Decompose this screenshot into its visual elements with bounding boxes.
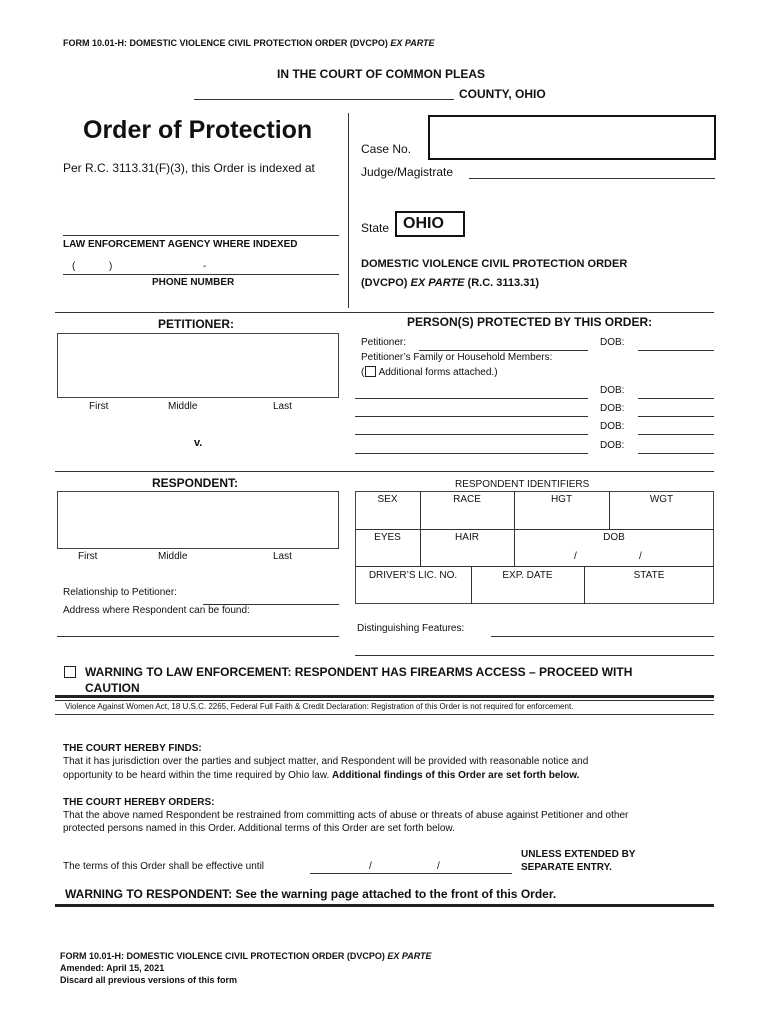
family-label: Petitioner’s Family or Household Members: (361, 352, 553, 363)
dob-slash-2: / (639, 551, 642, 562)
county-label: COUNTY, OHIO (459, 87, 546, 101)
respondent-heading: RESPONDENT: (152, 476, 239, 490)
orders-line2: protected persons named in this Order. Additional terms of this Order are set forth below. (63, 823, 455, 834)
distinguishing-line-2[interactable] (355, 655, 714, 656)
dob-line-5[interactable] (638, 453, 714, 454)
member-line-3[interactable] (355, 434, 588, 435)
dob-line-2[interactable] (638, 398, 714, 399)
identifiers-row-rule-1 (355, 529, 714, 530)
petitioner-section-rule (55, 312, 714, 313)
phone-label: PHONE NUMBER (152, 277, 235, 288)
case-no-label: Case No. (361, 142, 412, 156)
case-number-box[interactable] (428, 115, 716, 160)
firearms-warning-line2: CAUTION (85, 681, 140, 695)
respondent-first-label: First (78, 551, 98, 562)
additional-text: Additional forms attached.) (376, 367, 498, 378)
member-line-1[interactable] (355, 398, 588, 399)
phone-open: ( (72, 261, 76, 272)
page-title: Order of Protection (83, 116, 313, 144)
cell-wgt: WGT (649, 494, 674, 505)
footer-amended: Amended: April 15, 2021 (60, 963, 165, 973)
phone-line[interactable] (63, 274, 339, 275)
vawa-rule (55, 714, 714, 715)
phone-close: ) (109, 261, 113, 272)
versus-label: v. (194, 437, 203, 449)
footer-discard: Discard all previous versions of this form (60, 975, 238, 985)
cell-sex: SEX (377, 494, 398, 505)
footer-form-id-italic: EX PARTE (387, 951, 432, 961)
cell-drivers-lic: DRIVER’S LIC. NO. (368, 570, 458, 581)
cell-state: STATE (633, 570, 665, 581)
cell-hgt: HGT (550, 494, 573, 505)
form-id-header (63, 38, 435, 48)
state-label: State (361, 221, 390, 235)
orders-line1: That the above named Respondent be restrained from committing acts of abuse or threats of abuse against Petitioner and other (63, 810, 629, 821)
distinguishing-line[interactable] (491, 636, 714, 637)
judge-line[interactable] (469, 178, 715, 179)
protected-petitioner-line[interactable] (419, 350, 588, 351)
court-name: IN THE COURT OF COMMON PLEAS (277, 67, 485, 81)
identifiers-table (355, 491, 714, 604)
form-id-italic: EX PARTE (390, 38, 435, 48)
effective-slash-1: / (369, 861, 372, 872)
center-divider (348, 113, 349, 308)
order-title-line1: DOMESTIC VIOLENCE CIVIL PROTECTION ORDER (361, 258, 628, 270)
cell-exp-date: EXP. DATE (502, 570, 553, 581)
address-label: Address where Respondent can be found: (63, 605, 250, 616)
finds-line1: That it has jurisdiction over the parties and subject matter, and Respondent will be provided with reasonable notice and (63, 756, 589, 767)
dob-label-5: DOB: (600, 440, 625, 451)
protected-petitioner-label: Petitioner: (361, 337, 407, 348)
state-value-box: OHIO (395, 211, 465, 237)
order-title-part-b: (R.C. 3113.31) (464, 277, 540, 289)
member-line-4[interactable] (355, 453, 588, 454)
finds-line2 (63, 770, 579, 781)
respondent-middle-label: Middle (158, 551, 188, 562)
dob-label-4: DOB: (600, 421, 625, 432)
additional-forms-row (361, 366, 498, 378)
additional-forms-checkbox[interactable] (365, 366, 376, 377)
firearms-warning-line1: WARNING TO LAW ENFORCEMENT: RESPONDENT HAS FIREARMS ACCESS – PROCEED WITH (85, 665, 633, 679)
judge-label: Judge/Magistrate (361, 165, 454, 179)
warning-rule-thick (55, 695, 714, 698)
finds-line2-bold: Additional findings of this Order are set forth below. (332, 770, 580, 781)
effective-slash-2: / (437, 861, 440, 872)
cell-eyes: EYES (374, 532, 401, 543)
cell-hair: HAIR (455, 532, 479, 543)
distinguishing-label: Distinguishing Features: (357, 623, 465, 634)
petitioner-heading: PETITIONER: (158, 317, 235, 331)
finds-line2-text: opportunity to be heard within the time required by Ohio law. (63, 770, 333, 781)
order-title-italic: EX PARTE (410, 277, 465, 289)
county-line[interactable] (194, 99, 454, 100)
footer-form-id-text: FORM 10.01-H: DOMESTIC VIOLENCE CIVIL PROTECTION ORDER (DVCPO) (60, 951, 388, 961)
respondent-section-rule (55, 471, 714, 472)
agency-label: LAW ENFORCEMENT AGENCY WHERE INDEXED (63, 239, 298, 250)
vawa-statement: Violence Against Women Act, 18 U.S.C. 2265, Federal Full Faith & Credit Declaration: Registration of this Order is not required for enforcement. (65, 702, 574, 711)
unless-extended-line1: UNLESS EXTENDED BY (521, 849, 636, 860)
petitioner-last-label: Last (273, 401, 292, 412)
dob-label-2: DOB: (600, 385, 625, 396)
dob-slash-1: / (574, 551, 577, 562)
firearms-warning-checkbox[interactable] (64, 666, 76, 678)
agency-line[interactable] (63, 235, 339, 236)
warning-rule-thin (55, 700, 714, 701)
dob-line-3[interactable] (638, 416, 714, 417)
unless-extended-line2: SEPARATE ENTRY. (521, 862, 612, 873)
additional-open: ( (361, 367, 365, 378)
protected-heading: PERSON(S) PROTECTED BY THIS ORDER: (407, 315, 653, 329)
petitioner-first-label: First (89, 401, 109, 412)
member-line-2[interactable] (355, 416, 588, 417)
dob-label-1: DOB: (600, 337, 625, 348)
phone-dash: - (203, 261, 207, 272)
respondent-last-label: Last (273, 551, 292, 562)
effective-date-line[interactable] (310, 873, 512, 874)
relationship-label: Relationship to Petitioner: (63, 587, 177, 598)
dob-label-3: DOB: (600, 403, 625, 414)
finds-heading: THE COURT HEREBY FINDS: (63, 743, 202, 754)
effective-label: The terms of this Order shall be effective until (63, 861, 265, 872)
order-title-part-a: (DVCPO) (361, 277, 411, 289)
dob-line-4[interactable] (638, 434, 714, 435)
indexed-text: Per R.C. 3113.31(F)(3), this Order is indexed at (63, 161, 315, 175)
dob-line-1[interactable] (638, 350, 714, 351)
identifiers-row-rule-2 (355, 566, 714, 567)
order-title-line2 (361, 277, 539, 289)
respondent-warning-rule (55, 904, 714, 907)
petitioner-middle-label: Middle (168, 401, 198, 412)
respondent-warning: WARNING TO RESPONDENT: See the warning page attached to the front of this Order. (65, 887, 557, 901)
orders-heading: THE COURT HEREBY ORDERS: (63, 797, 215, 808)
form-id-text: FORM 10.01-H: DOMESTIC VIOLENCE CIVIL PROTECTION ORDER (DVCPO) (63, 38, 391, 48)
respondent-name-box[interactable] (57, 491, 339, 549)
cell-race: RACE (453, 494, 481, 505)
footer-form-id (60, 951, 432, 961)
petitioner-name-box[interactable] (57, 333, 339, 398)
identifiers-heading: RESPONDENT IDENTIFIERS (455, 479, 590, 490)
cell-dob: DOB (603, 532, 625, 543)
address-line[interactable] (57, 636, 339, 637)
